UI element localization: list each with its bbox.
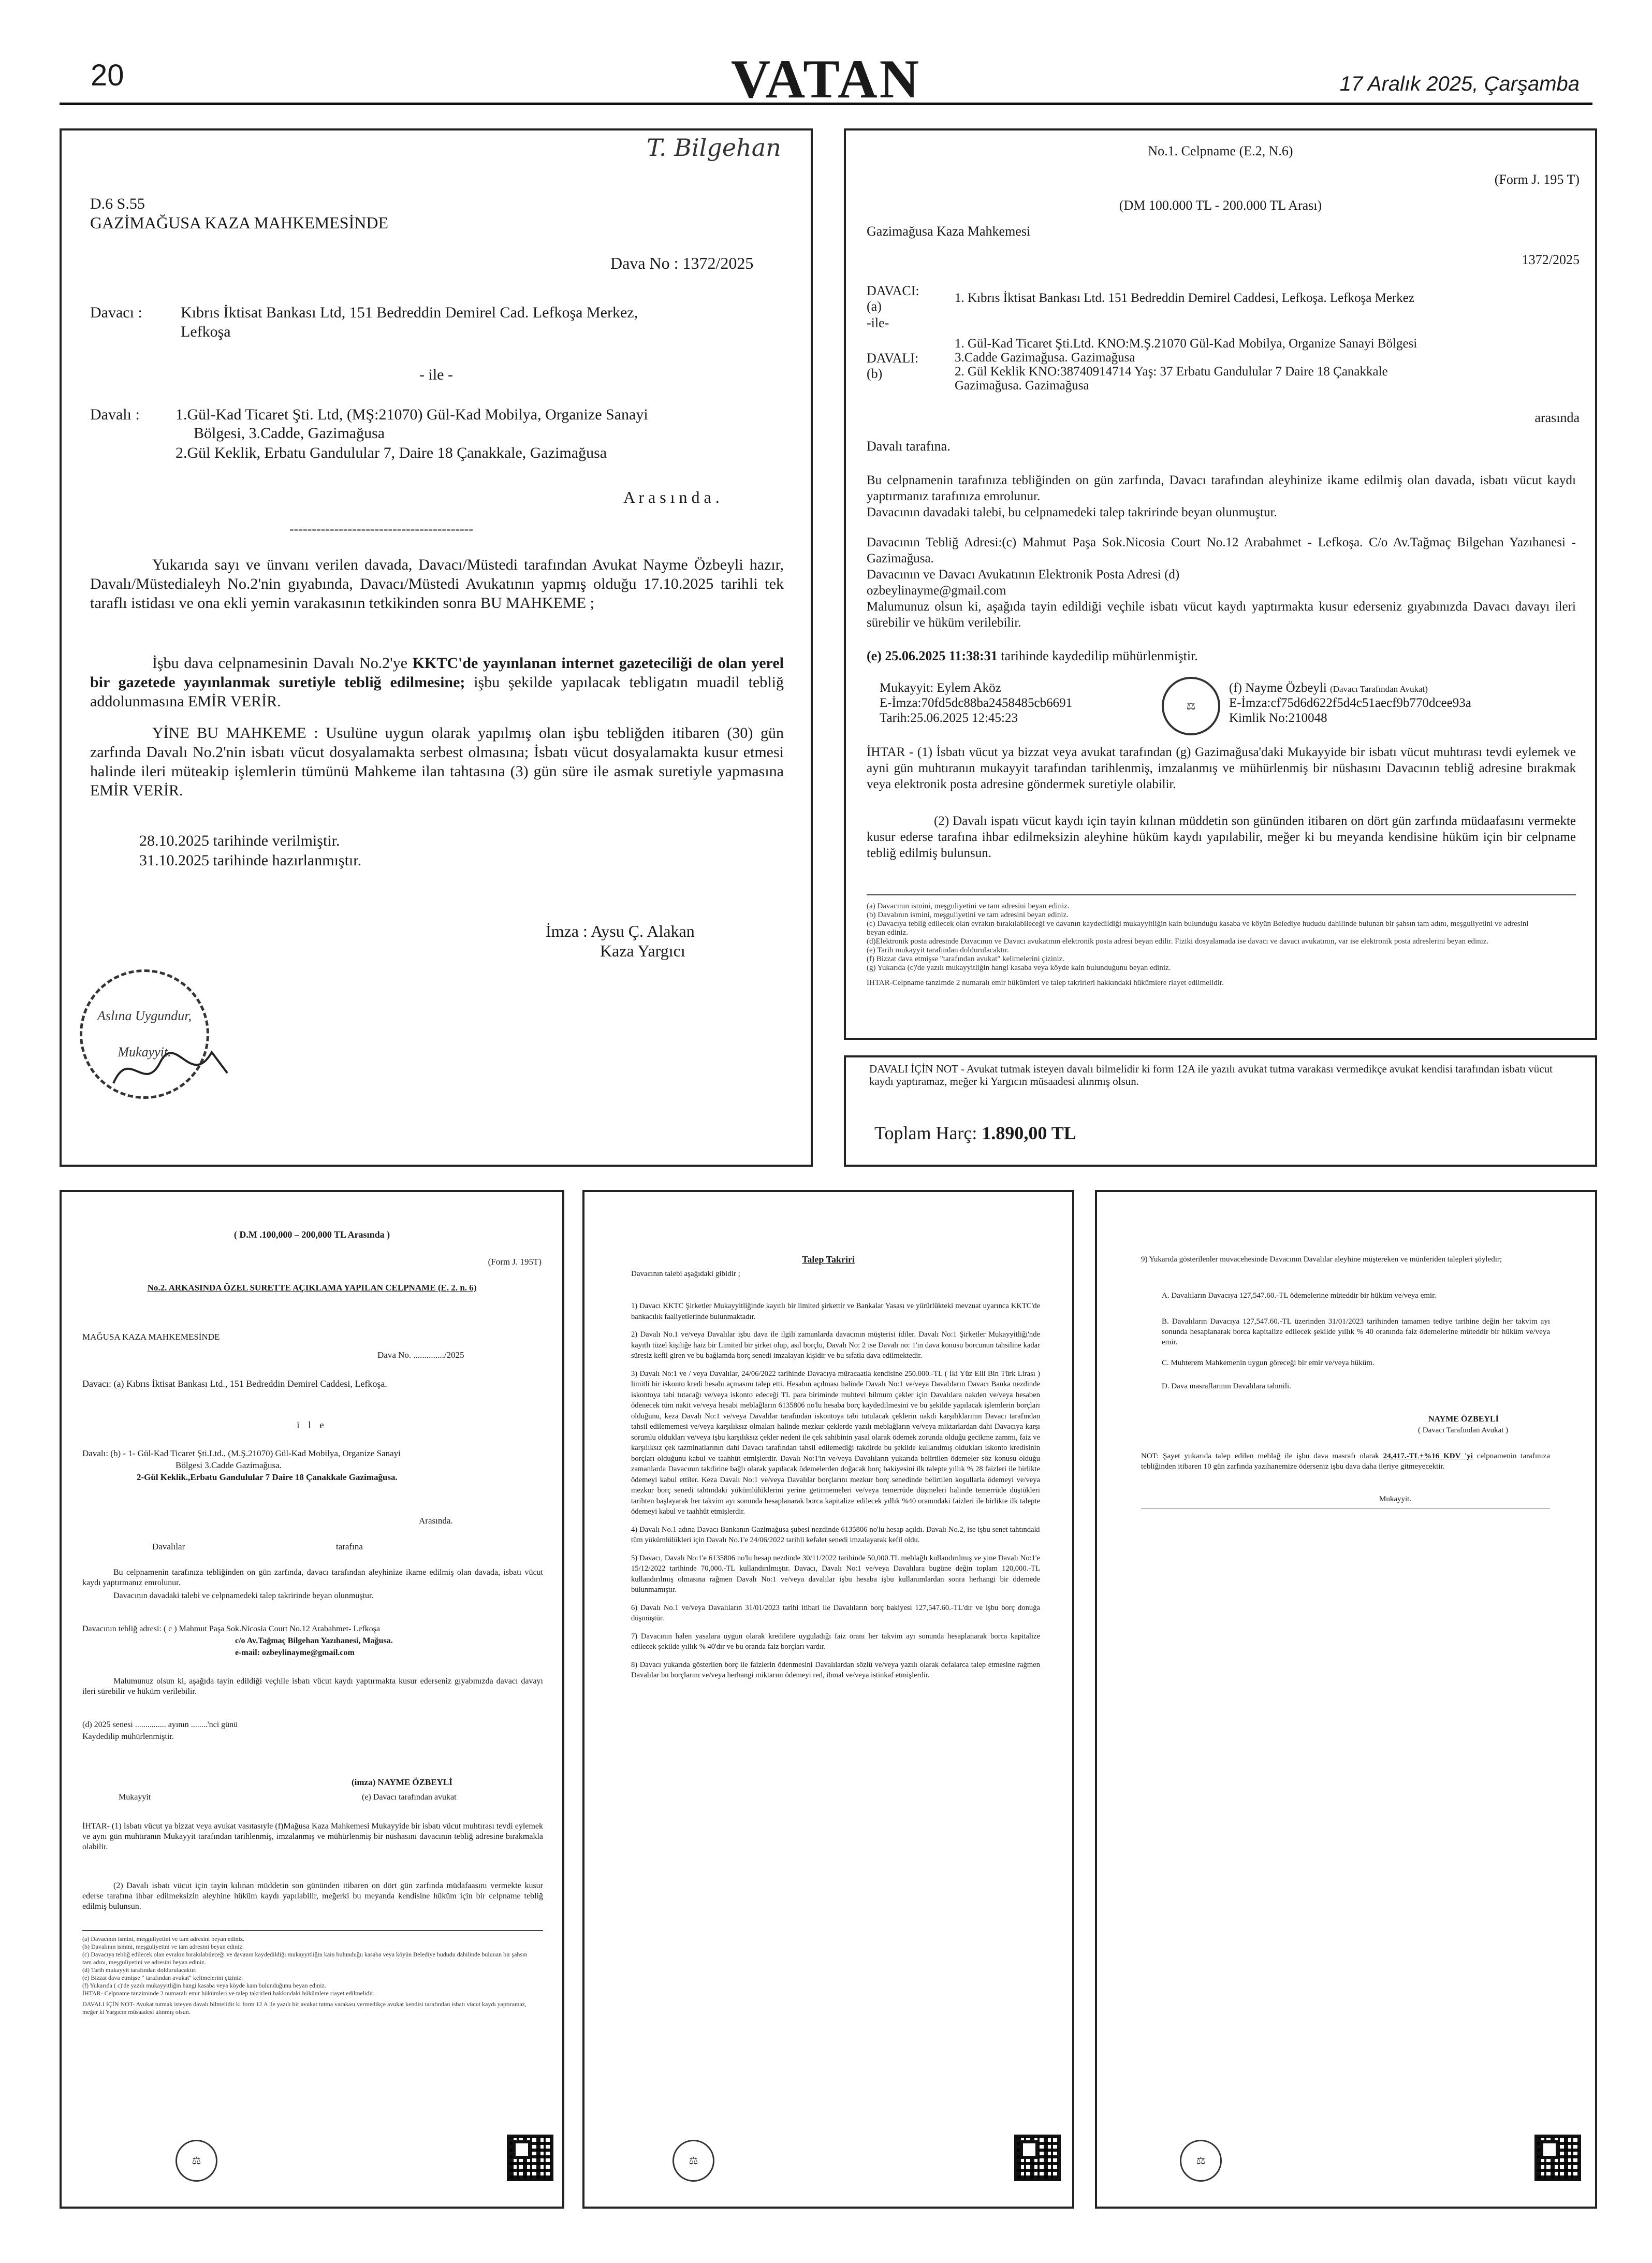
- footnote: DAVALI İÇİN NOT- Avukat tutmak isteyen davalı bilmelidir ki form 12 A ile yazılı bir avukat tutma varakası vermedikçe avukat kendisi tarafından isbatı vücut kaydı yaptıramaz, meğer ki Yargıcın müsaadesi alınmış olsun.: [82, 2000, 527, 2015]
- defendant-note: DAVALI İÇİN NOT - Avukat tutmak isteyen davalı bilmelidir ki form 12A ile yazılı avukat tutma varakası vermedikçe avukat kendisi tarafından isbatı vücut kaydı yaptıramaz, meğer ki Yargıcın müsaadesi alınmış olsun.: [869, 1063, 1553, 1087]
- claim-item: 6) Davalı No.1 ve/veya Davalıların 31/01/2023 tarihi itibari ile Davalıların borç bakiyesi 127,547.60.-TL'dır ve işbu borç donuğa düşmüştür.: [631, 1603, 1040, 1622]
- summons-address-1: Davacının Tebliğ Adresi:(c) Mahmut Paşa Sok.Nicosia Court No.12 Arabahmet - Lefkoşa. C/o Av.Tağmaç Bilgehan Yazıhanesi - Gazimağusa.: [867, 535, 1576, 565]
- s2-defendant-3: 2-Gül Keklik.,Erbatu Gandulular 7 Daire 18 Çanakkale Gazimağusa.: [137, 1472, 398, 1482]
- s2-tarafina: tarafına: [336, 1542, 363, 1551]
- issue-date: 17 Aralık 2025, Çarşamba: [1339, 72, 1580, 95]
- s2-warning-1: İHTAR- (1) İsbatı vücut ya bizzat veya avukat vasıtasıyle (f)Mağusa Kaza Mahkemesi Mukayyide bir isbatı vücut muhtırası tevdi eylemek ve aynı gün muhtıranın Mukayyit tarafından tarihlenmiş, imzalanmış ve mühürlenmiş bir nüshasını davacının tebliğ adresine bırakmakla olabilir.: [82, 1822, 543, 1851]
- summons-address-2: Davacının ve Davacı Avukatının Elektronik Posta Adresi (d): [867, 568, 1180, 582]
- summons-to-defendant: Davalı tarafına.: [867, 439, 951, 454]
- judge-signature: İmza : Aysu Ç. Alakan: [546, 922, 695, 940]
- footnote: (d) Tarih mukayyit tarafından doldurulacaktır.: [82, 1966, 197, 1974]
- footnote-rule: [867, 894, 1576, 895]
- lawyer-id: Kimlik No:210048: [1229, 711, 1327, 725]
- qr-code-icon: [507, 2135, 553, 2181]
- summons-warning-1: İHTAR - (1) İsbatı vücut ya bizzat veya avukat tarafından (g) Gazimağusa'daki Mukayyide bir isbatı vücut muhtırası tevdi eylemek ve ayni gün muhtıranın mukayyit tarafından tarihlenmiş, imzalanmış ve mühürlenmiş bir nüshasını Davacının tebliğ adresine bırakmak veya elektronik posta adresine göndermek suretiyle olabilir.: [867, 745, 1576, 791]
- s2-registrar: Mukayyit: [119, 1793, 151, 1802]
- claim-item: 8) Davacı yukarıda gösterilen borç ile faizlerin ödenmesini Davalılardan sözlü ve/veya yazılı olarak defalarca talep etmesine rağmen Davalılar bu borçlarını ve/veya herhangi miktarını ödemeyi red, ihmal ve/veya istinkaf etmişlerdir.: [631, 1660, 1040, 1679]
- total-fee: [874, 1122, 1076, 1144]
- separator-dashes: -----------------------------------------: [289, 521, 473, 536]
- seal-icon: ⚖: [176, 2140, 217, 2182]
- request-a: A. Davalıların Davacıya 127,547.60.-TL ödemelerine müteddir bir hüküm ve/veya emir.: [1162, 1292, 1437, 1300]
- summons-form: (Form J. 195 T): [1494, 172, 1580, 187]
- claim-requests-panel: [1095, 1190, 1597, 2209]
- footnote: (c) Davacıya tebliğ edilecek olan evrakın bırakılabileceği ve davanın kaydedildiği mukayyitliğin kain bulunduğu kasaba ve köyün Belediye hududu dahilinde bulunan bir şahsın tam adını, meşguliyetini ve adresini beyan ediniz.: [867, 920, 1529, 937]
- order-paragraph-2-bold: KKTC'de yayınlanan internet gazeteciliği de olan yerel bir gazetede yayınlanmak suretiyle tebliğ edilmesine;: [90, 655, 784, 691]
- claim-note: [1141, 1451, 1550, 1472]
- s2-warning-2: (2) Davalı isbatı vücut için tayin kılınan müddetin son gününden itibaren on dört gün zarfında müdafaasını vermekte kusur ederse tarafına ihbar edilmeksizin aleyhine hüküm kaydı yapılabilir, meğerki bu meyanda kendisine hüküm için bir celpname tebliğ edilmiş bulunsun.: [82, 1881, 543, 1911]
- lawyer-esign: E-İmza:cf75d6d622f5d4c51aecf9b770dcee93a: [1229, 696, 1471, 710]
- s2-address-2: c/o Av.Tağmaç Bilgehan Yazıhanesi, Mağusa.: [235, 1636, 393, 1645]
- registrar-esign: E-İmza:70fd5dc88ba2458485cb6691: [880, 696, 1073, 710]
- footnote: (e) Bizzat dava etmişse " tarafından avukat" kelimelerini çiziniz.: [82, 1974, 243, 1981]
- doc-ref: D.6 S.55: [90, 195, 145, 212]
- total-fee-label: Toplam Harç:: [874, 1123, 982, 1143]
- seal-icon: ⚖: [673, 2140, 714, 2182]
- s2-para-1b: Davacının davadaki talebi ve celpnamedeki talep takririnde beyan olunmuştur.: [113, 1591, 374, 1600]
- defendant-label: Davalı :: [90, 406, 140, 423]
- summons-defendant-4: Gazimağusa. Gazimağusa: [955, 379, 1089, 393]
- stamp-text-1: Aslına Uygundur,: [97, 1008, 192, 1023]
- s2-para-1: Bu celpnamenin tarafınıza tebliğinden on gün zarfında, davacı tarafından aleyhinize ikame edilmiş olan davada, isbatı vücut kaydı yaptırmanız emrolunur.: [82, 1568, 543, 1587]
- claim-signature-role: ( Davacı Tarafından Avukat ): [1418, 1426, 1509, 1434]
- s2-ile: i l e: [297, 1420, 327, 1431]
- request-b: B. Davalıların Davacıya 127,547.60.-TL üzerinden 31/01/2023 tarihinden tamamen tediye tarihine değin her takvim ayı sonunda hesaplanarak borca kapitalize edilecek şekilde yıllık % 40 oranında faiz ödemelerine müteddir bir hüküm ve/veya emir.: [1162, 1317, 1550, 1346]
- order-paragraph-3: YİNE BU MAHKEME : Usulüne uygun olarak yapılmış olan işbu tebliğden itibaren (30) gün zarfında Davalı No.2'nin isbatı vücut dosyalamakta serbest olmasına; İsbatı vücut dosyalamakta kusur etmesi halinde ileri müteakip işlemlerin tümünü Mahkeme ilan tahtasına (3) gün süre ile asmak suretiyle yapmasına EMİR VERİR.: [90, 724, 784, 799]
- claim-note-a: NOT: Şayet yukarıda talep edilen meblağ ile işbu dava masrafı olarak: [1141, 1452, 1383, 1460]
- summons-title: No.1. Celpname (E.2, N.6): [1148, 143, 1293, 158]
- s2-date-line: (d) 2025 senesi ............... ayının ........'nci günü: [82, 1720, 238, 1729]
- footnote: (d)Elektronik posta adresinde Davacının ve Davacı avukatının elektronik posta adresi beyan edilir. Fiziki dosyalamada ise davacı ve davacı avukatının, var ise elektronik posta adreslerini beyan ediniz.: [867, 937, 1489, 946]
- order-paragraph-2-text-a: İşbu dava celpnamesinin Davalı No.2'ye: [152, 655, 413, 672]
- s2-address-3: e-mail: ozbeylinayme@gmail.com: [235, 1648, 355, 1657]
- summons-defendant-label: DAVALI:: [867, 351, 919, 366]
- seal-icon: ⚖: [1180, 2140, 1222, 2182]
- footnote: (a) Davacının ismini, meşguliyetini ve tam adresini beyan ediniz.: [82, 1935, 245, 1942]
- footnote: (f) Yukarıda ( c)'de yazılı mukayyitliğin hangi kasaba veya köyde kain bulunduğunu beyan ediniz.: [82, 1982, 326, 1989]
- defendant-note-panel: [844, 1055, 1597, 1167]
- summons-plaintiff-label: DAVACI:: [867, 283, 919, 298]
- s2-plaintiff: Davacı: (a) Kıbrıs İktisat Bankası Ltd., 151 Bedreddin Demirel Caddesi, Lefkoşa.: [82, 1379, 387, 1389]
- qr-code-icon: [1534, 2135, 1581, 2181]
- s2-footnotes: [82, 1935, 538, 2016]
- s2-defendants: Davalılar: [152, 1542, 185, 1551]
- defendant-line-3: 2.Gül Keklik, Erbatu Gandulular 7, Daire 18 Çanakkale, Gazimağusa: [176, 444, 607, 461]
- sealed-date-text: tarihinde kaydedilip mühürlenmiştir.: [997, 648, 1198, 663]
- claim-intro: Davacının talebi aşağıdaki gibidir ;: [631, 1270, 740, 1278]
- court-order-panel: [60, 128, 813, 1167]
- footnote: (b) Davalının ismini, meşguliyetini ve tam adresini beyan ediniz.: [82, 1943, 244, 1950]
- footnote: (f) Bizzat dava etmişse "tarafından avukat" kelimelerini çiziniz.: [867, 955, 1065, 963]
- summons-warning-2: (2) Davalı ispatı vücut kaydı için tayin kılınan müddetin son gününden itibaren on dört gün zarfında müdaafasını vermekte kusur ederse tarafına ihbar edilmeksizin aleyhine hüküm kaydı yapılabilir, meğer ki bu meyanda kendisine hüküm için bir celpname tebliğ edilmiş bulunsun.: [867, 814, 1576, 860]
- summons-paragraph-1: Bu celpnamenin tarafınıza tebliğinden on gün zarfında, Davacı tarafından aleyhinize ikame edilmiş olan davada, isbatı vücut kaydı yaptırmanız tarafınıza emrolunur.: [867, 473, 1576, 503]
- s2-notice: Malumunuz olsun ki, aşağıda tayin edildiği veçhile isbatı vücut kaydı yaptırmakta kusur ederseniz gıyabınızda davacı davayı ileri sürebilir ve hüküm verilebilir.: [82, 1677, 543, 1696]
- claim-item-9: 9) Yukarıda gösterilenler muvacehesinde Davacının Davalılar aleyhine müştereken ve münferiden talepleri şöyledir;: [1141, 1255, 1502, 1264]
- arasinda-label: A r a s ı n d a .: [623, 488, 720, 506]
- s2-lawyer: (e) Davacı tarafından avukat: [362, 1793, 457, 1802]
- ile-separator: - ile -: [419, 366, 453, 383]
- court-name: GAZİMAĞUSA KAZA MAHKEMESİNDE: [90, 213, 388, 232]
- plaintiff-line-2: Lefkoşa: [181, 323, 231, 340]
- s2-arasinda: Arasında.: [419, 1516, 453, 1526]
- date-prepared: 31.10.2025 tarihinde hazırlanmıştır.: [139, 852, 362, 869]
- qr-code-icon: [1014, 2135, 1061, 2181]
- summons-ile: -ile-: [867, 315, 889, 330]
- date-issued: 28.10.2025 tarihinde verilmiştir.: [139, 832, 340, 849]
- request-c: C. Muhterem Mahkemenin uygun göreceği bir emir ve/veya hüküm.: [1162, 1359, 1375, 1367]
- summons-arasinda: arasında: [1534, 410, 1580, 425]
- footnote: (c) Davacıya tebliğ edilecek olan evrakın bırakılabileceği ve davanın kaydedildiği mukayyitliğin kain bulunduğu kasaba veya köyün Belediye hududu dahilinde bulunan bir şahsın tam adını, meşguliyetini ve adresini beyan ediniz.: [82, 1951, 528, 1966]
- s2-signature: (imza) NAYME ÖZBEYLİ: [352, 1777, 452, 1787]
- registrar-name: Mukayyit: Eylem Aköz: [880, 681, 1001, 695]
- s2-range: ( D.M .100,000 – 200,000 TL Arasında ): [233, 1229, 390, 1240]
- court-seal-icon: ⚖: [1162, 677, 1220, 735]
- claim-title: Talep Takriri: [802, 1254, 855, 1265]
- summons-case: 1372/2025: [1522, 252, 1580, 267]
- summons-2-panel: [60, 1190, 564, 2209]
- claim-statement-panel: [582, 1190, 1074, 2209]
- claim-item: 4) Davalı No.1 adına Davacı Bankanın Gazimağusa şubesi nezdinde 6135806 no'lu hesap açıldı. Davalı No.2, ise işbu senet tahtındaki tüm yükümlülükleri için Davalı No.1'e 24/06/2022 tarihli kefalet senedi imzalayarak kefil oldu.: [631, 1525, 1040, 1544]
- s2-form: (Form J. 195T): [488, 1257, 542, 1267]
- footnote-warning: İHTAR-Celpname tanzimde 2 numaralı emir hükümleri ve talep takrirleri hakkındaki hükümlere riayet edilmelidir.: [867, 979, 1224, 987]
- claim-items: [631, 1301, 1040, 1681]
- footnote: (e) Tarih mukayyit tarafından doldurulacaktır.: [867, 946, 1009, 954]
- order-paragraph-1: Yukarıda sayı ve ünvanı verilen davada, Davacı/Müstedi tarafından Avukat Nayme Özbeyli hazır, Davalı/Müstedialeyh No.2'nin gıyabında, Davacı/Müstedi Avukatının yapmış olduğu 17.10.2025 tarihli tek taraflı istidası ve ona ekli yemin varakasının tetkikinden sonra BU MAHKEME ;: [90, 556, 784, 612]
- s2-defendant-1: Davalı: (b) - 1- Gül-Kad Ticaret Şti.Ltd., (M.Ş.21070) Gül-Kad Mobilya, Organize Sanayi: [82, 1448, 401, 1458]
- s2-defendant-2: Bölgesi 3.Cadde Gazimağusa.: [176, 1460, 282, 1470]
- summons-plaintiff-text: 1. Kıbrıs İktisat Bankası Ltd. 151 Bedreddin Demirel Caddesi, Lefkoşa. Lefkoşa Merkez: [955, 291, 1414, 305]
- summons-panel: [844, 128, 1597, 1040]
- defendant-line-2: Bölgesi, 3.Cadde, Gazimağusa: [194, 425, 385, 442]
- summons-court: Gazimağusa Kaza Mahkemesi: [867, 224, 1031, 239]
- claim-item: 2) Davalı No.1 ve/veya Davalılar işbu dava ile ilgili zamanlarda davacının müşterisi idiler. Davalı No:1 Şirketler Mukayyitliği'nde kayıtlı tüzel kişiliğe haiz bir Limited bir şirket olup, asıl borçlu, Davalı No: 2 ise Davalı no: 1'in dava konusu borcunun tahsiline kadar süresiz kefil giren ve bu bağlamda borç senedi imzalayan kişidir ve bu sıfatla dava edilmektedir.: [631, 1330, 1040, 1360]
- summons-defendant-3: 2. Gül Keklik KNO:38740914714 Yaş: 37 Erbatu Gandulular 7 Daire 18 Çanakkale: [955, 365, 1388, 379]
- footnote: (a) Davacının ismini, meşguliyetini ve tam adresini beyan ediniz.: [867, 902, 1070, 910]
- summons-email: ozbeylinayme@gmail.com: [867, 584, 1006, 598]
- claim-item: 5) Davacı, Davalı No:1'e 6135806 no'lu hesap nezdinde 30/11/2022 tarihinde 50,000.TL meblağlı kullandırılmış ve yine Davalı No:1'e 15/12/2022 tarihinde 70,000.-TL kullandırılmıştır. Davacı, Davalı No:1 ve/veya Davalılara bugüne değin toplam 120,000.-TL kullandırılmış olmasına rağmen Davalı No:1 ve/veya davalılar işbu hesaba işbu kullanımlardan sonra herhangi bir ödemede bulunmamıştır.: [631, 1554, 1040, 1594]
- page-number: 20: [91, 59, 124, 92]
- order-paragraph-2-text-c: işbu şekilde yapılacak tebligatın muadil tebliğ addolunmasına EMİR VERİR.: [90, 674, 784, 710]
- summons-plaintiff-a: (a): [867, 299, 882, 314]
- defendant-line-1: 1.Gül-Kad Ticaret Şti. Ltd, (MŞ:21070) Gül-Kad Mobilya, Organize Sanayi: [176, 406, 648, 423]
- claim-signature: NAYME ÖZBEYLİ: [1428, 1415, 1499, 1424]
- summons-paragraph-1b: Davacının davadaki talebi, bu celpnamedeki talep takririnde beyan olunmuştur.: [867, 505, 1277, 519]
- footnote: İHTAR- Celpname tanziminde 2 numaralı emir hükümleri ve talep takrirleri hakkındaki hükümlere riayet edilmelidir.: [82, 1990, 375, 1997]
- registrar-date: Tarih:25.06.2025 12:45:23: [880, 711, 1018, 725]
- claim-item: 7) Davacının halen yasalara uygun olarak kredilere uyguladığı faiz oranı her takvim ayı sonunda hesaplanarak borca kapitalize edilecek şekilde yıllık % 40'dır ve bu oranda faiz borçları vardır.: [631, 1632, 1040, 1651]
- summons-defendant-1: 1. Gül-Kad Ticaret Şti.Ltd. KNO:M.Ş.21070 Gül-Kad Mobilya, Organize Sanayi Bölgesi: [955, 337, 1417, 351]
- claim-registrar: Mukayyit.: [1379, 1495, 1412, 1503]
- signature-scribble-icon: [108, 1042, 232, 1099]
- plaintiff-label: Davacı :: [90, 304, 142, 321]
- footnote: (b) Davalının ismini, meşguliyetini ve tam adresini beyan ediniz.: [867, 911, 1069, 919]
- request-d: D. Dava masraflarının Davalılara tahmili.: [1162, 1382, 1291, 1390]
- lawyer-name: [1229, 681, 1428, 695]
- stamp-text-2: Mukayyit.: [118, 1045, 171, 1060]
- case-number: Dava No : 1372/2025: [610, 254, 754, 272]
- lawyer-role: (Davacı Tarafından Avukat): [1330, 684, 1428, 694]
- total-fee-value: 1.890,00 TL: [982, 1123, 1076, 1143]
- summons-sealed-date: [867, 648, 1198, 664]
- summons-notice: Malumunuz olsun ki, aşağıda tayin edildiği veçhile isbatı vücut kaydı yaptırmakta kusur ederseniz gıyabınızda Davacı davayı ileri sürebilir ve hüküm verilebilir.: [867, 600, 1576, 630]
- summons-defendant-2: 3.Cadde Gazimağusa. Gazimağusa: [955, 351, 1135, 365]
- summons-range: (DM 100.000 TL - 200.000 TL Arası): [1119, 198, 1322, 213]
- header-rule: [60, 103, 1592, 105]
- plaintiff-line-1: Kıbrıs İktisat Bankası Ltd, 151 Bedreddin Demirel Cad. Lefkoşa Merkez,: [181, 304, 638, 321]
- sealed-date-value: (e) 25.06.2025 11:38:31: [867, 648, 998, 663]
- s2-court: MAĞUSA KAZA MAHKEMESİNDE: [82, 1332, 220, 1342]
- s2-case: Dava No. ............../2025: [377, 1350, 464, 1360]
- claim-item: 1) Davacı KKTC Şirketler Mukayyitliğinde kayıtlı bir limited şirkettir ve Bankalar Yasası ve yürürlükteki mevzuat uyarınca KKTC'de bankacılık faaliyetlerinde bulunmaktadır.: [631, 1302, 1040, 1321]
- claim-note-amount: 24,417.-TL+%16 KDV 'yi: [1383, 1452, 1473, 1460]
- s2-registered: Kaydedilip mühürlenmiştir.: [82, 1732, 174, 1741]
- footnote: (g) Yukarıda (c)'de yazılı mukayyitliğin hangi kasaba veya köyde kain bulunduğunu beyan ediniz.: [867, 964, 1171, 972]
- claim-item: 3) Davalı No:1 ve / veya Davalılar, 24/06/2022 tarihinde Davacıya müracaatla kendisine 250.000.-TL ( İki Yüz Elli Bin Türk Lirası ) limitli bir iskonto kredi hesabı açmasını talep etti. Hesabın açılması halinde Davalı No:1 ve/veya Davalıların Davacı Banka nezdinde iskontoya tabi tutacağı ve/veya iskonto edeceği TL para biriminde muhtevi bilmum çekler için Davalılara nakden ve/veya hesaben ödenecek tüm nakit ve/veya hesabi meblağların 6135806 no'lu hesaba borç kaydedilmesini ve bu şekilde yapılacak işlemlerin borçları olduğunu, keza Davalı No:1 ve/veya Davalılar tarafından iskontoya tabi tutulacak çeklerin nakdi karşılıklarının Davacı tarafından tahsil edilememesi ve/veya karşılıksız olmaları halinde mezkur çeklerde yazılı meblağların ve/veya miktarlardan dahi Davacıya karşı sorumlu oldukları ve/veya işbu karşılıksız çekler nedeni ile çek sahibinin yasal olarak ödemek zorunda olduğu gecikme zammı, faiz ve karşılıksız çek tazminatlarının dahi Davacı tarafından tahsil edilemediği takdirde bu şekilde kullanılmış oldukları iskonto kredisinin borçları olduğunu kabul ve taahhüt etmişlerdir. Davalı No:1'in ve/veya Davalıların yukarıda belirtilen ödemeler söz konusu olduğu zamanlarda Davacının takdirine bağlı olarak yapılacak ödemelerden doğacak borç bakiyesini ilk talepte yıllık % 28 faizleri ile birlikte ödemeyi kabul ettiler. Keza Davalı No:1 ve/veya Davalılar borçlarını mezkur borç senedinde belirtilen koşullarla ödemeyi ve/veya mezkur borç senedi tahtındaki yükümlülüklerini yerine getirmemeleri ve/veya temerrüde düşmeleri halinde temerrüde düştükleri tarihten başlayarak her takvim ayı sonunda hesaplanarak borca kapitalize edilecek yıllık %40 oranındaki faizleri ile birlikte ilk talepte ödemeyi kabul ve taahhüt etmişlerdir.: [631, 1369, 1040, 1516]
- order-paragraph-2: [90, 654, 784, 711]
- handwritten-note: T. Bilgehan: [647, 134, 781, 162]
- judge-title: Kaza Yargıcı: [600, 941, 685, 960]
- summons-footnotes: [867, 902, 1540, 988]
- lawyer-name-text: (f) Nayme Özbeyli: [1229, 681, 1327, 695]
- claim-note-c: celpnamenin tarafınıza tebliğinden itibaren 10 gün zarfında yazıhanemize öderseniz işbu dava daha ileriye gitmeyecektir.: [1141, 1452, 1550, 1471]
- newspaper-title: VATAN: [730, 49, 922, 109]
- summons-defendant-b: (b): [867, 366, 883, 381]
- s2-footnote-rule: [82, 1930, 543, 1931]
- s2-title: No.2. ARKASINDA ÖZEL SURETTE AÇIKLAMA YAPILAN CELPNAME (E. 2. n. 6): [147, 1283, 477, 1293]
- s2-address-1: Davacının tebliğ adresi: ( c ) Mahmut Paşa Sok.Nicosia Court No.12 Arabahmet- Lefkoşa: [82, 1624, 380, 1633]
